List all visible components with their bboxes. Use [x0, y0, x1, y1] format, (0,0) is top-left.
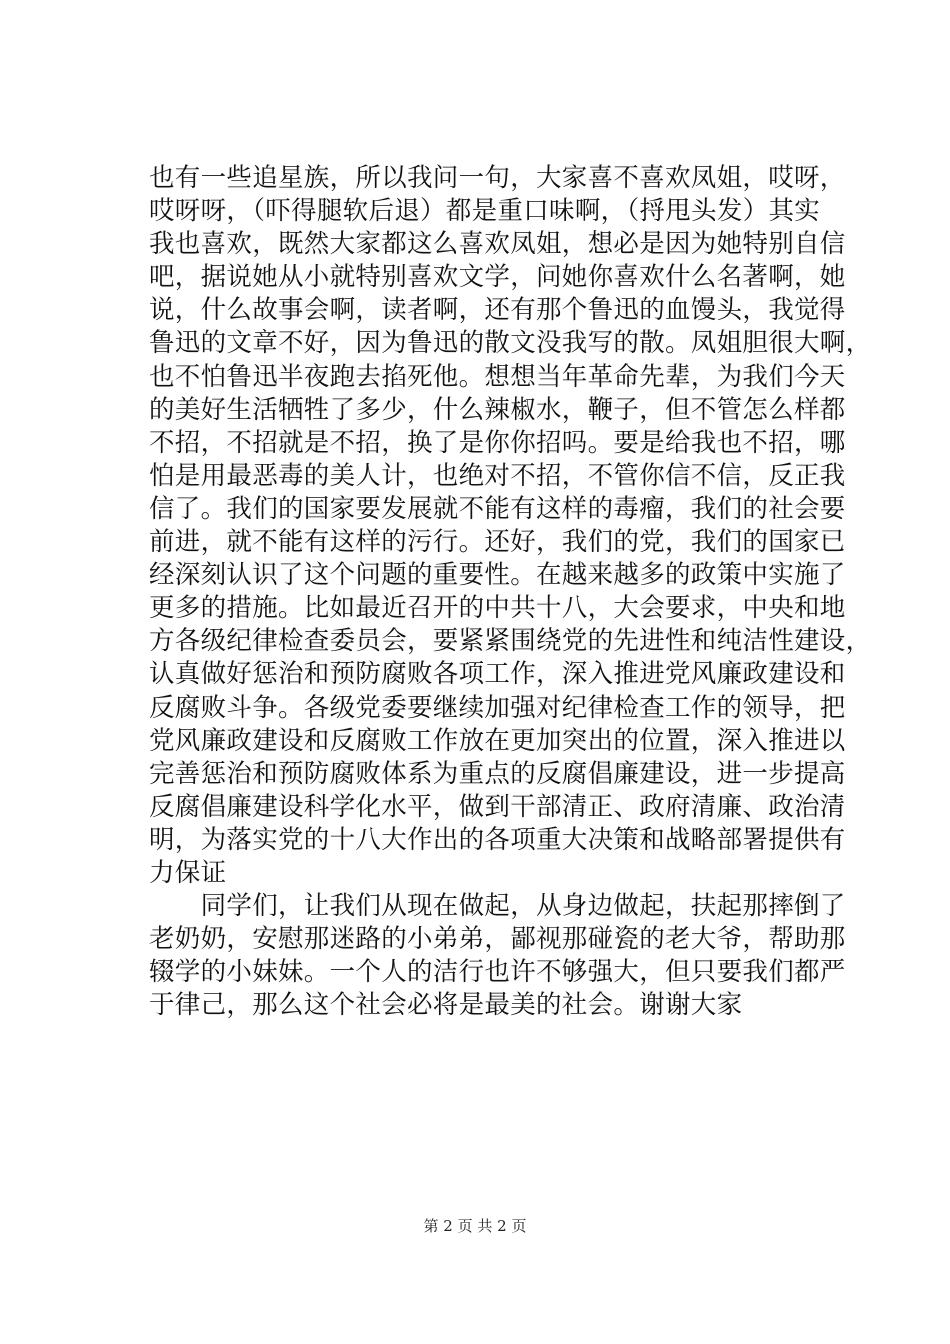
text-line: 方各级纪律检查委员会，要紧紧围绕党的先进性和纯洁性建设，	[149, 626, 872, 657]
text-line: 力保证	[149, 857, 227, 888]
text-line: 怕是用最恶毒的美人计，也绝对不招，不管你信不信，反正我	[149, 460, 846, 491]
text-line: 反腐败斗争。各级党委要继续加强对纪律检查工作的领导，把	[149, 692, 846, 723]
text-line: 经深刻认识了这个问题的重要性。在越来越多的政策中实施了	[149, 560, 846, 591]
text-line: 明，为落实党的十八大作出的各项重大决策和战略部署提供有	[149, 824, 846, 855]
page-number-footer: 第 2 页 共 2 页	[423, 1217, 527, 1235]
text-line: 哎呀呀，（吓得腿软后退）都是重口味啊，（捋甩头发）其实	[149, 196, 821, 227]
text-line: 更多的措施。比如最近召开的中共十八，大会要求，中央和地	[149, 593, 846, 624]
text-line: 吧，据说她从小就特别喜欢文学，问她你喜欢什么名著啊，她	[149, 262, 846, 293]
text-line: 鲁迅的文章不好，因为鲁迅的散文没我写的散。凤姐胆很大啊，	[149, 328, 872, 359]
text-line: 信了。我们的国家要发展就不能有这样的毒瘤，我们的社会要	[149, 493, 846, 524]
text-line: 说，什么故事会啊，读者啊，还有那个鲁迅的血馒头，我觉得	[149, 295, 846, 326]
text-line: 我也喜欢，既然大家都这么喜欢凤姐，想必是因为她特别自信	[149, 229, 846, 260]
text-line: 的美好生活牺牲了多少，什么辣椒水，鞭子，但不管怎么样都	[149, 394, 846, 425]
text-line: 于律己，那么这个社会必将是最美的社会。谢谢大家	[149, 990, 743, 1021]
text-line: 老奶奶，安慰那迷路的小弟弟，鄙视那碰瓷的老大爷，帮助那	[149, 924, 846, 955]
text-line: 辍学的小妹妹。一个人的洁行也许不够强大，但只要我们都严	[149, 957, 846, 988]
text-line: 完善惩治和预防腐败体系为重点的反腐倡廉建设，进一步提高	[149, 758, 846, 789]
text-line: 也有一些追星族，所以我问一句，大家喜不喜欢凤姐，哎呀，	[149, 163, 846, 193]
text-line: 党风廉政建设和反腐败工作放在更加突出的位置，深入推进以	[149, 725, 846, 756]
text-line: 认真做好惩治和预防腐败各项工作，深入推进党风廉政建设和	[149, 659, 846, 690]
body-text	[149, 162, 872, 1022]
text-line: 反腐倡廉建设科学化水平，做到干部清正、政府清廉、政治清	[149, 791, 846, 822]
text-line: 不招，不招就是不招，换了是你你招吗。要是给我也不招，哪	[149, 427, 846, 458]
text-line: 也不怕鲁迅半夜跑去掐死他。想想当年革命先辈，为我们今天	[149, 361, 846, 392]
text-line: 同学们，让我们从现在做起，从身边做起，扶起那摔倒了	[149, 891, 846, 922]
text-line: 前进，就不能有这样的污行。还好，我们的党，我们的国家已	[149, 527, 846, 558]
